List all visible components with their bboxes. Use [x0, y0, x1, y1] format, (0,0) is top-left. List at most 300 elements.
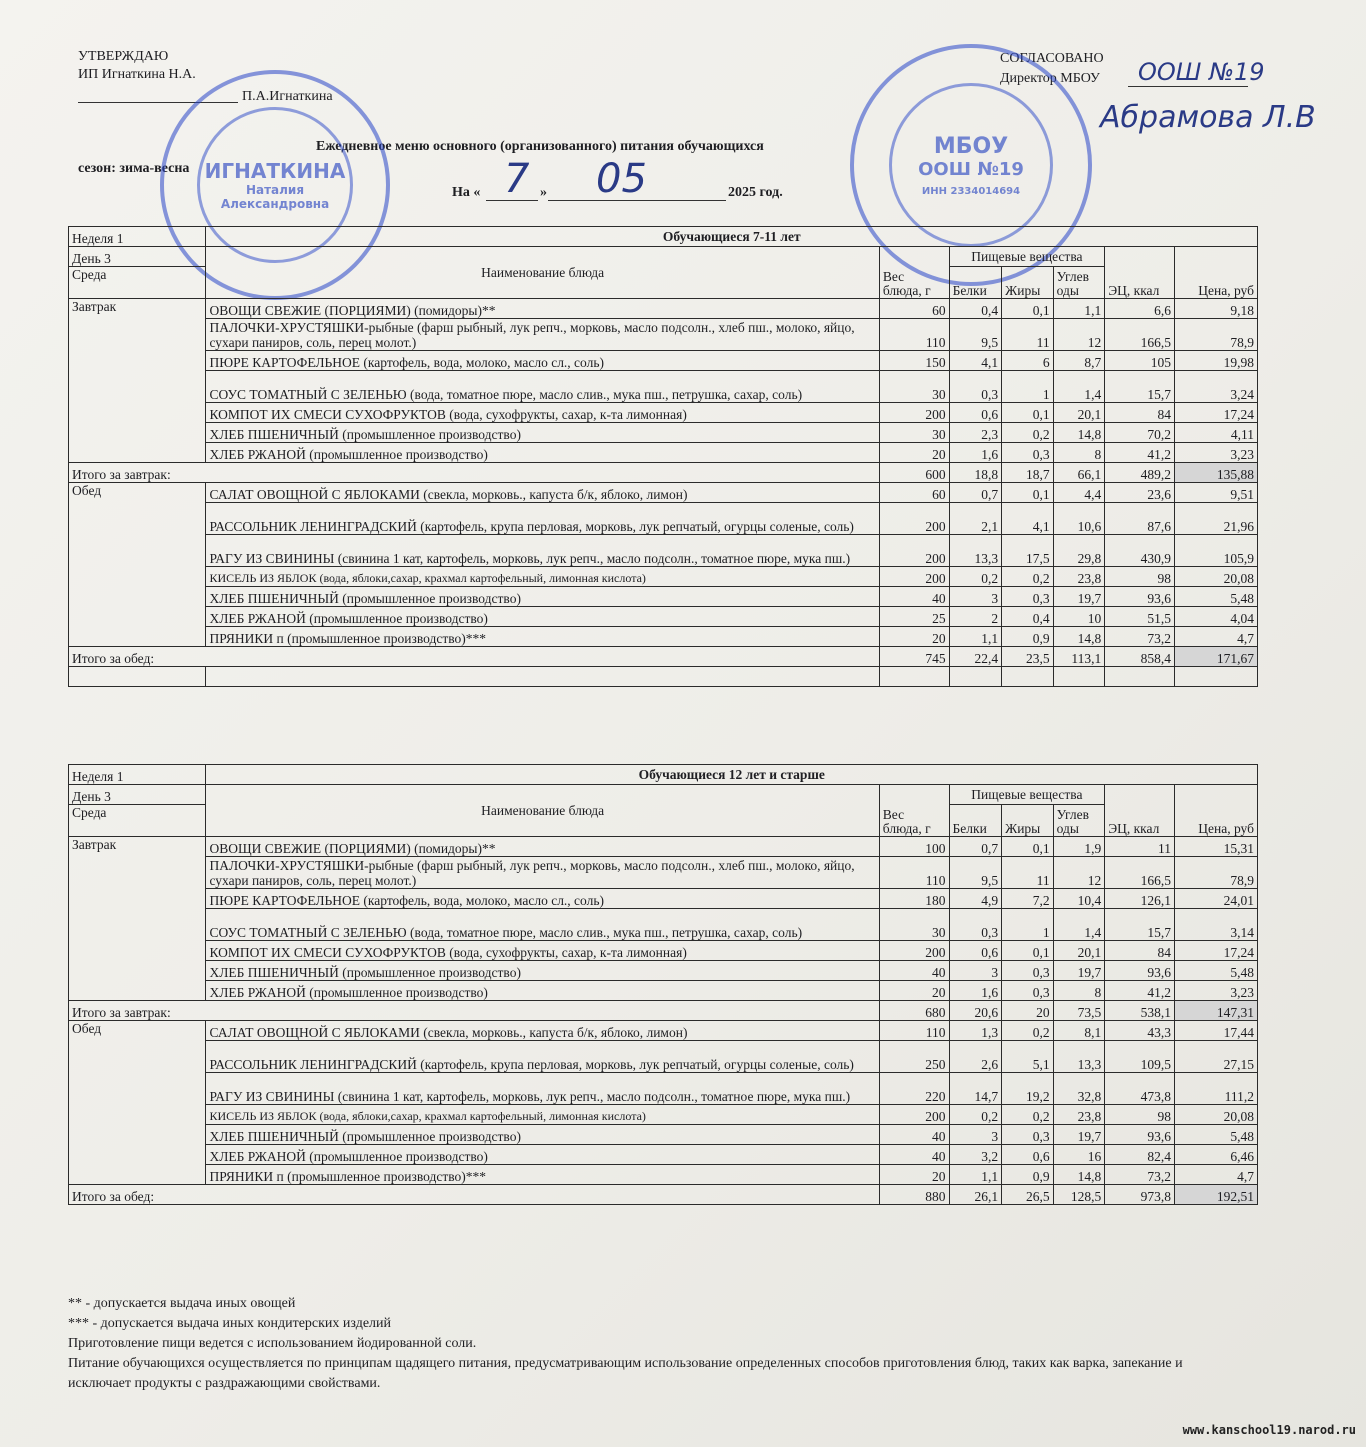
meal-label: Обед	[69, 1021, 206, 1185]
dish-energy: 43,3	[1105, 1021, 1175, 1041]
table-row	[69, 1105, 1258, 1125]
dish-weight: 20	[879, 443, 949, 463]
dish-weight: 200	[879, 503, 949, 535]
dish-energy: 93,6	[1105, 587, 1175, 607]
dish-name: ОВОЩИ СВЕЖИЕ (ПОРЦИЯМИ) (помидоры)**	[206, 299, 879, 319]
dish-name: ХЛЕБ ПШЕНИЧНЫЙ (промышленное производство)	[206, 423, 879, 443]
dish-energy: 126,1	[1105, 889, 1175, 909]
dish-fat: 0,1	[1002, 837, 1054, 857]
total-row	[69, 647, 1258, 667]
dish-protein: 9,5	[949, 319, 1002, 351]
dish-weight: 110	[879, 1021, 949, 1041]
spacer-row	[69, 667, 1258, 687]
dish-carbs: 1,9	[1053, 837, 1105, 857]
dish-price: 4,7	[1174, 627, 1257, 647]
dish-weight: 200	[879, 535, 949, 567]
empty-cell	[1002, 667, 1054, 687]
dish-carbs: 29,8	[1053, 535, 1105, 567]
total-row	[69, 463, 1258, 483]
dish-weight: 30	[879, 909, 949, 941]
dish-weight: 40	[879, 1125, 949, 1145]
total-carbs: 128,5	[1053, 1185, 1105, 1205]
dish-carbs: 8	[1053, 981, 1105, 1001]
dish-fat: 0,3	[1002, 1125, 1054, 1145]
dish-energy: 15,7	[1105, 909, 1175, 941]
table-row	[69, 837, 1258, 857]
total-row	[69, 1185, 1258, 1205]
dish-name: ХЛЕБ РЖАНОЙ (промышленное производство)	[206, 981, 879, 1001]
dish-fat: 0,1	[1002, 483, 1054, 503]
dish-weight: 180	[879, 889, 949, 909]
dish-fat: 11	[1002, 857, 1054, 889]
col-name: Наименование блюда	[206, 785, 879, 837]
dish-protein: 0,2	[949, 1105, 1002, 1125]
dish-name: КОМПОТ ИХ СМЕСИ СУХОФРУКТОВ (вода, сухофрукты, сахар, к-та лимонная)	[206, 403, 879, 423]
dish-price: 6,46	[1174, 1145, 1257, 1165]
col-weight: Вес блюда, г	[879, 785, 949, 837]
dish-carbs: 12	[1053, 857, 1105, 889]
table-row	[69, 909, 1258, 941]
dish-carbs: 19,7	[1053, 587, 1105, 607]
dish-weight: 40	[879, 587, 949, 607]
dish-fat: 1	[1002, 909, 1054, 941]
total-price: 135,88	[1174, 463, 1257, 483]
dish-fat: 0,9	[1002, 1165, 1054, 1185]
weekday-label: Среда	[69, 267, 206, 299]
table-row	[69, 981, 1258, 1001]
footnotes	[68, 1294, 1248, 1394]
dish-energy: 430,9	[1105, 535, 1175, 567]
total-label: Итого за завтрак:	[69, 463, 880, 483]
empty-cell	[1105, 667, 1175, 687]
total-fat: 23,5	[1002, 647, 1054, 667]
dish-carbs: 1,4	[1053, 371, 1105, 403]
dish-weight: 200	[879, 403, 949, 423]
dish-name: ХЛЕБ ПШЕНИЧНЫЙ (промышленное производство)	[206, 961, 879, 981]
dish-weight: 30	[879, 423, 949, 443]
note-confectionery: *** - допускается выдача иных кондитерских изделий	[68, 1316, 392, 1331]
table-row	[69, 319, 1258, 351]
dish-energy: 41,2	[1105, 981, 1175, 1001]
agreed-label: СОГЛАСОВАНО	[1000, 51, 1104, 66]
table-row	[69, 1165, 1258, 1185]
agreed-line	[1128, 86, 1248, 87]
dish-protein: 0,6	[949, 403, 1002, 423]
dish-weight: 150	[879, 351, 949, 371]
dish-weight: 25	[879, 607, 949, 627]
dish-name: ХЛЕБ РЖАНОЙ (промышленное производство)	[206, 1145, 879, 1165]
col-name: Наименование блюда	[206, 247, 879, 299]
dish-protein: 0,3	[949, 909, 1002, 941]
dish-name: СОУС ТОМАТНЫЙ С ЗЕЛЕНЬЮ (вода, томатное пюре, масло слив., мука пш., петрушка, сахар, соль)	[206, 909, 879, 941]
week-label: Неделя 1	[69, 765, 206, 785]
dish-name: КИСЕЛЬ ИЗ ЯБЛОК (вода, яблоки,сахар, крахмал картофельный, лимонная кислота)	[206, 1105, 879, 1125]
col-price: Цена, руб	[1174, 247, 1257, 299]
dish-carbs: 14,8	[1053, 1165, 1105, 1185]
dish-price: 5,48	[1174, 1125, 1257, 1145]
col-energy: ЭЦ, ккал	[1105, 247, 1175, 299]
col-weight: Вес блюда, г	[879, 247, 949, 299]
table-row	[69, 587, 1258, 607]
dish-protein: 0,4	[949, 299, 1002, 319]
total-energy: 489,2	[1105, 463, 1175, 483]
dish-energy: 93,6	[1105, 961, 1175, 981]
dish-energy: 51,5	[1105, 607, 1175, 627]
table-row	[69, 1125, 1258, 1145]
table-row	[69, 503, 1258, 535]
dish-weight: 60	[879, 299, 949, 319]
total-fat: 18,7	[1002, 463, 1054, 483]
dish-name: СОУС ТОМАТНЫЙ С ЗЕЛЕНЬЮ (вода, томатное пюре, масло слив., мука пш., петрушка, сахар, соль)	[206, 371, 879, 403]
dish-protein: 3	[949, 961, 1002, 981]
dish-energy: 105	[1105, 351, 1175, 371]
dish-name: ХЛЕБ РЖАНОЙ (промышленное производство)	[206, 607, 879, 627]
dish-protein: 0,2	[949, 567, 1002, 587]
dish-price: 111,2	[1174, 1073, 1257, 1105]
dish-name: ПРЯНИКИ п (промышленное производство)***	[206, 1165, 879, 1185]
dish-price: 27,15	[1174, 1041, 1257, 1073]
table-row	[69, 299, 1258, 319]
dish-name: РАГУ ИЗ СВИНИНЫ (свинина 1 кат, картофель, морковь, лук репч., масло подсолн., томатное пюре, мука пш.)	[206, 1073, 879, 1105]
stamp-right-inn: ИНН 2334014694	[921, 185, 1021, 197]
table-row	[69, 483, 1258, 503]
agreed-handwritten-name: Абрамова Л.В	[1100, 100, 1316, 135]
dish-weight: 20	[879, 1165, 949, 1185]
date-prefix: На «	[452, 185, 481, 200]
date-day: 7	[504, 156, 530, 202]
dish-protein: 3	[949, 587, 1002, 607]
dish-carbs: 23,8	[1053, 567, 1105, 587]
dish-price: 24,01	[1174, 889, 1257, 909]
total-label: Итого за завтрак:	[69, 1001, 880, 1021]
dish-energy: 87,6	[1105, 503, 1175, 535]
col-fat: Жиры	[1002, 805, 1054, 837]
dish-price: 4,11	[1174, 423, 1257, 443]
dish-protein: 3,2	[949, 1145, 1002, 1165]
col-carbs: Углев оды	[1053, 267, 1105, 299]
dish-energy: 70,2	[1105, 423, 1175, 443]
empty-cell	[1174, 667, 1257, 687]
approve-label: УТВЕРЖДАЮ	[78, 49, 169, 64]
dish-protein: 3	[949, 1125, 1002, 1145]
dish-carbs: 1,1	[1053, 299, 1105, 319]
note-vegetables: ** - допускается выдача иных овощей	[68, 1296, 296, 1311]
table-row	[69, 567, 1258, 587]
dish-price: 20,08	[1174, 1105, 1257, 1125]
dish-price: 3,14	[1174, 909, 1257, 941]
dish-carbs: 4,4	[1053, 483, 1105, 503]
dish-price: 78,9	[1174, 319, 1257, 351]
dish-carbs: 10,4	[1053, 889, 1105, 909]
dish-carbs: 19,7	[1053, 961, 1105, 981]
dish-fat: 4,1	[1002, 503, 1054, 535]
dish-protein: 0,3	[949, 371, 1002, 403]
dish-fat: 6	[1002, 351, 1054, 371]
date-suffix: 2025 год.	[728, 185, 783, 200]
total-carbs: 113,1	[1053, 647, 1105, 667]
col-price: Цена, руб	[1174, 785, 1257, 837]
dish-protein: 1,6	[949, 981, 1002, 1001]
table-row	[69, 607, 1258, 627]
dish-energy: 166,5	[1105, 319, 1175, 351]
total-carbs: 73,5	[1053, 1001, 1105, 1021]
table-row	[69, 443, 1258, 463]
dish-carbs: 1,4	[1053, 909, 1105, 941]
dish-protein: 1,3	[949, 1021, 1002, 1041]
table-row	[69, 941, 1258, 961]
table-row	[69, 535, 1258, 567]
dish-weight: 110	[879, 319, 949, 351]
agreed-org: Директор МБОУ	[1000, 71, 1100, 86]
dish-protein: 1,6	[949, 443, 1002, 463]
total-price: 147,31	[1174, 1001, 1257, 1021]
dish-weight: 100	[879, 837, 949, 857]
table-row	[69, 423, 1258, 443]
meal-label: Завтрак	[69, 299, 206, 463]
empty-cell	[206, 667, 879, 687]
total-fat: 20	[1002, 1001, 1054, 1021]
dish-energy: 473,8	[1105, 1073, 1175, 1105]
dish-carbs: 20,1	[1053, 941, 1105, 961]
col-nutrients: Пищевые вещества	[949, 785, 1105, 805]
table-row	[69, 1041, 1258, 1073]
dish-fat: 7,2	[1002, 889, 1054, 909]
dish-fat: 0,1	[1002, 403, 1054, 423]
dish-energy: 98	[1105, 567, 1175, 587]
agreed-handwritten-school: ООШ №19	[1138, 58, 1265, 86]
empty-cell	[1053, 667, 1105, 687]
dish-protein: 2,1	[949, 503, 1002, 535]
dish-energy: 41,2	[1105, 443, 1175, 463]
dish-fat: 0,1	[1002, 941, 1054, 961]
total-weight: 680	[879, 1001, 949, 1021]
table-row	[69, 351, 1258, 371]
total-price: 192,51	[1174, 1185, 1257, 1205]
dish-fat: 0,1	[1002, 299, 1054, 319]
dish-energy: 109,5	[1105, 1041, 1175, 1073]
col-protein: Белки	[949, 267, 1002, 299]
dish-protein: 1,1	[949, 627, 1002, 647]
dish-weight: 200	[879, 567, 949, 587]
watermark-url: www.kanschool19.narod.ru	[1182, 1423, 1356, 1437]
stamp-right-title: МБОУ	[933, 133, 1009, 159]
group-title: Обучающиеся 7-11 лет	[206, 227, 1258, 247]
total-weight: 600	[879, 463, 949, 483]
dish-fat: 5,1	[1002, 1041, 1054, 1073]
total-energy: 858,4	[1105, 647, 1175, 667]
dish-weight: 40	[879, 1145, 949, 1165]
dish-energy: 23,6	[1105, 483, 1175, 503]
total-label: Итого за обед:	[69, 1185, 880, 1205]
dish-carbs: 10,6	[1053, 503, 1105, 535]
week-label: Неделя 1	[69, 227, 206, 247]
dish-name: КОМПОТ ИХ СМЕСИ СУХОФРУКТОВ (вода, сухофрукты, сахар, к-та лимонная)	[206, 941, 879, 961]
total-protein: 26,1	[949, 1185, 1002, 1205]
dish-name: САЛАТ ОВОЩНОЙ С ЯБЛОКАМИ (свекла, морковь., капуста б/к, яблоко, лимон)	[206, 1021, 879, 1041]
stamp-left-name: ИГНАТКИНА	[204, 159, 346, 183]
note-iodized-salt: Приготовление пищи ведется с использованием йодированной соли.	[68, 1336, 477, 1351]
total-protein: 18,8	[949, 463, 1002, 483]
total-row	[69, 1001, 1258, 1021]
dish-name: ХЛЕБ ПШЕНИЧНЫЙ (промышленное производство)	[206, 1125, 879, 1145]
menu-table-7-11	[68, 226, 1258, 687]
dish-energy: 93,6	[1105, 1125, 1175, 1145]
total-price: 171,67	[1174, 647, 1257, 667]
dish-fat: 11	[1002, 319, 1054, 351]
dish-carbs: 12	[1053, 319, 1105, 351]
col-carbs: Углев оды	[1053, 805, 1105, 837]
dish-price: 78,9	[1174, 857, 1257, 889]
season-label: сезон: зима-весна	[78, 161, 190, 176]
dish-weight: 40	[879, 961, 949, 981]
dish-price: 17,24	[1174, 403, 1257, 423]
col-nutrients: Пищевые вещества	[949, 247, 1105, 267]
dish-protein: 9,5	[949, 857, 1002, 889]
total-energy: 973,8	[1105, 1185, 1175, 1205]
dish-protein: 1,1	[949, 1165, 1002, 1185]
total-protein: 22,4	[949, 647, 1002, 667]
dish-weight: 200	[879, 941, 949, 961]
dish-protein: 0,6	[949, 941, 1002, 961]
col-protein: Белки	[949, 805, 1002, 837]
meal-label: Обед	[69, 483, 206, 647]
dish-protein: 4,9	[949, 889, 1002, 909]
dish-name: ПАЛОЧКИ-ХРУСТЯШКИ-рыбные (фарш рыбный, лук репч., морковь, масло подсолн., хлеб пш., молоко, яйцо, сухари паниров, соль, перец молот.)	[206, 857, 879, 889]
dish-price: 5,48	[1174, 961, 1257, 981]
dish-name: ХЛЕБ РЖАНОЙ (промышленное производство)	[206, 443, 879, 463]
dish-fat: 17,5	[1002, 535, 1054, 567]
dish-carbs: 32,8	[1053, 1073, 1105, 1105]
dish-price: 5,48	[1174, 587, 1257, 607]
dish-price: 4,04	[1174, 607, 1257, 627]
dish-fat: 0,9	[1002, 627, 1054, 647]
dish-protein: 0,7	[949, 837, 1002, 857]
dish-price: 3,23	[1174, 981, 1257, 1001]
table-row	[69, 889, 1258, 909]
dish-fat: 0,2	[1002, 1021, 1054, 1041]
group-title: Обучающиеся 12 лет и старше	[206, 765, 1258, 785]
table-row	[69, 1021, 1258, 1041]
dish-weight: 20	[879, 627, 949, 647]
total-label: Итого за обед:	[69, 647, 880, 667]
table-row	[69, 857, 1258, 889]
dish-name: ПЮРЕ КАРТОФЕЛЬНОЕ (картофель, вода, молоко, масло сл., соль)	[206, 351, 879, 371]
day-label: День 3	[69, 247, 206, 267]
dish-name: ХЛЕБ ПШЕНИЧНЫЙ (промышленное производство)	[206, 587, 879, 607]
empty-cell	[949, 667, 1002, 687]
dish-carbs: 19,7	[1053, 1125, 1105, 1145]
dish-carbs: 8	[1053, 443, 1105, 463]
dish-name: КИСЕЛЬ ИЗ ЯБЛОК (вода, яблоки,сахар, крахмал картофельный, лимонная кислота)	[206, 567, 879, 587]
table-row	[69, 403, 1258, 423]
total-weight: 880	[879, 1185, 949, 1205]
dish-price: 17,44	[1174, 1021, 1257, 1041]
dish-name: РАССОЛЬНИК ЛЕНИНГРАДСКИЙ (картофель, крупа перловая, морковь, лук репчатый, огурцы соленые, соль)	[206, 1041, 879, 1073]
dish-carbs: 8,7	[1053, 351, 1105, 371]
dish-name: РАССОЛЬНИК ЛЕНИНГРАДСКИЙ (картофель, крупа перловая, морковь, лук репчатый, огурцы соленые, соль)	[206, 503, 879, 535]
meal-label: Завтрак	[69, 837, 206, 1001]
dish-name: САЛАТ ОВОЩНОЙ С ЯБЛОКАМИ (свекла, морковь., капуста б/к, яблоко, лимон)	[206, 483, 879, 503]
weekday-label: Среда	[69, 805, 206, 837]
dish-price: 20,08	[1174, 567, 1257, 587]
dish-weight: 60	[879, 483, 949, 503]
dish-fat: 0,3	[1002, 961, 1054, 981]
col-fat: Жиры	[1002, 267, 1054, 299]
dish-carbs: 13,3	[1053, 1041, 1105, 1073]
dish-price: 21,96	[1174, 503, 1257, 535]
dish-price: 3,24	[1174, 371, 1257, 403]
page-title: Ежедневное меню основного (организованного) питания обучающихся	[316, 139, 764, 154]
empty-cell	[69, 667, 206, 687]
date-month: 05	[596, 156, 647, 202]
approve-org: ИП Игнаткина Н.А.	[78, 67, 196, 82]
dish-protein: 0,7	[949, 483, 1002, 503]
total-weight: 745	[879, 647, 949, 667]
day-label: День 3	[69, 785, 206, 805]
dish-price: 105,9	[1174, 535, 1257, 567]
note-gentle-diet: Питание обучающихся осуществляется по принципам щадящего питания, предусматривающим использование определенных способов приготовления блюд, таких как варка, запекание и исключает продукты с раздражающими свойствами.	[68, 1356, 1183, 1391]
total-protein: 20,6	[949, 1001, 1002, 1021]
dish-energy: 15,7	[1105, 371, 1175, 403]
dish-carbs: 16	[1053, 1145, 1105, 1165]
dish-protein: 2	[949, 607, 1002, 627]
dish-price: 3,23	[1174, 443, 1257, 463]
dish-carbs: 23,8	[1053, 1105, 1105, 1125]
dish-fat: 0,2	[1002, 567, 1054, 587]
dish-fat: 0,4	[1002, 607, 1054, 627]
date-mid: »	[540, 185, 547, 200]
approve-signatory: П.А.Игнаткина	[242, 89, 333, 104]
dish-energy: 98	[1105, 1105, 1175, 1125]
dish-price: 4,7	[1174, 1165, 1257, 1185]
dish-name: ОВОЩИ СВЕЖИЕ (ПОРЦИЯМИ) (помидоры)**	[206, 837, 879, 857]
total-fat: 26,5	[1002, 1185, 1054, 1205]
dish-weight: 200	[879, 1105, 949, 1125]
dish-price: 19,98	[1174, 351, 1257, 371]
dish-fat: 0,2	[1002, 1105, 1054, 1125]
dish-energy: 11	[1105, 837, 1175, 857]
dish-price: 9,51	[1174, 483, 1257, 503]
dish-carbs: 14,8	[1053, 627, 1105, 647]
dish-energy: 84	[1105, 941, 1175, 961]
col-energy: ЭЦ, ккал	[1105, 785, 1175, 837]
dish-energy: 73,2	[1105, 627, 1175, 647]
dish-protein: 14,7	[949, 1073, 1002, 1105]
dish-carbs: 20,1	[1053, 403, 1105, 423]
dish-fat: 1	[1002, 371, 1054, 403]
dish-price: 9,18	[1174, 299, 1257, 319]
table-row	[69, 1073, 1258, 1105]
table-row	[69, 1145, 1258, 1165]
dish-energy: 6,6	[1105, 299, 1175, 319]
dish-price: 17,24	[1174, 941, 1257, 961]
menu-table-12-plus	[68, 764, 1258, 1205]
dish-name: ПЮРЕ КАРТОФЕЛЬНОЕ (картофель, вода, молоко, масло сл., соль)	[206, 889, 879, 909]
dish-carbs: 8,1	[1053, 1021, 1105, 1041]
table-row	[69, 961, 1258, 981]
dish-protein: 13,3	[949, 535, 1002, 567]
table-row	[69, 627, 1258, 647]
approve-sign-line	[78, 102, 238, 103]
dish-fat: 0,3	[1002, 443, 1054, 463]
dish-energy: 82,4	[1105, 1145, 1175, 1165]
dish-protein: 2,3	[949, 423, 1002, 443]
dish-protein: 2,6	[949, 1041, 1002, 1073]
dish-weight: 110	[879, 857, 949, 889]
stamp-left-sub: Наталия Александровна	[220, 183, 330, 211]
dish-fat: 0,3	[1002, 587, 1054, 607]
dish-protein: 4,1	[949, 351, 1002, 371]
